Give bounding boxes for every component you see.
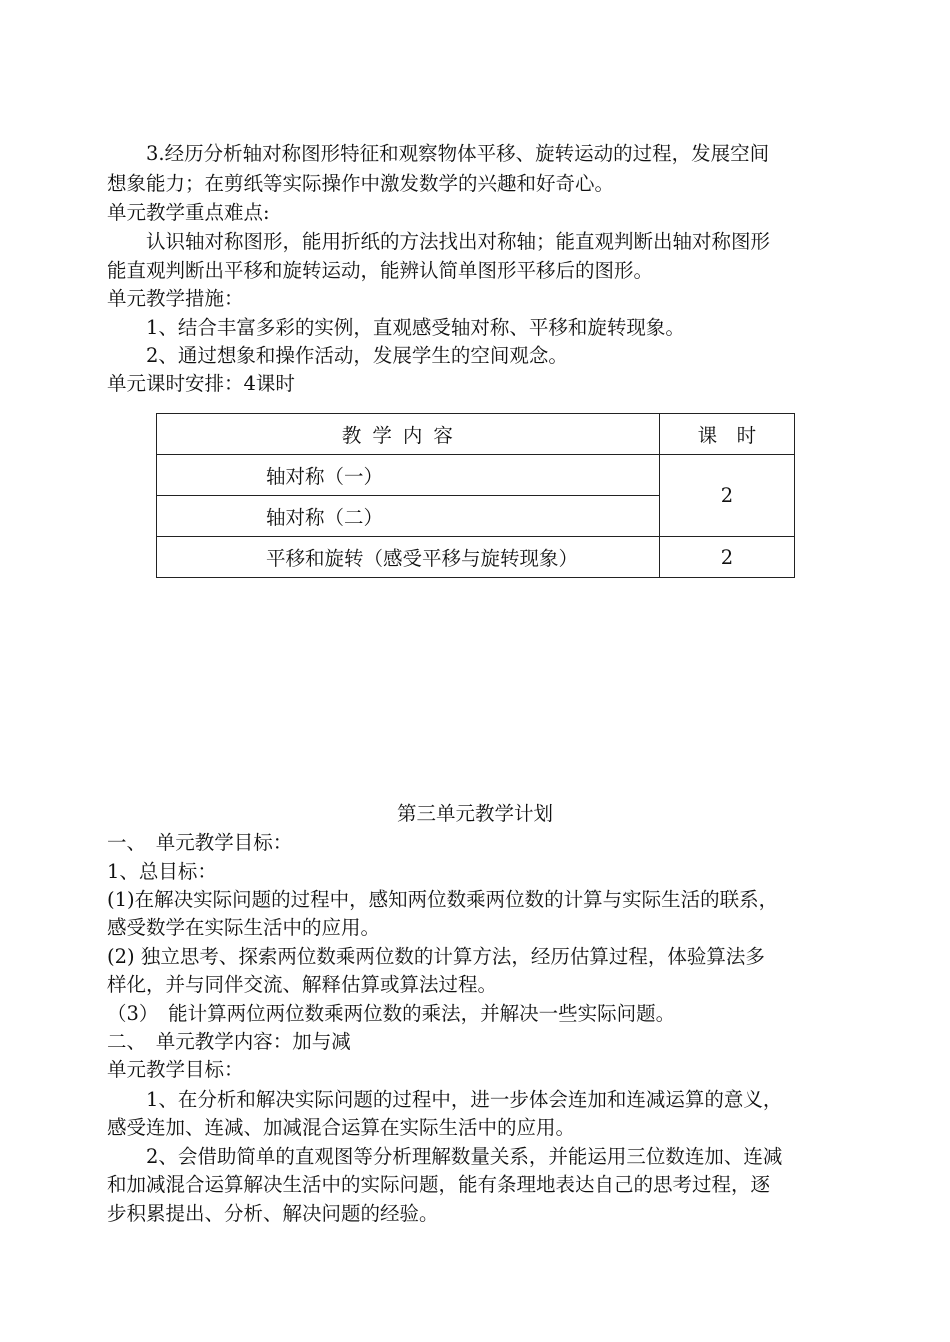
row-content: 轴对称（一） [157, 455, 660, 496]
goal2-line2: 样化，并与同伴交流、解释估算或算法过程。 [107, 973, 498, 996]
section2-heading: 二、 单元教学内容：加与减 [107, 1030, 351, 1053]
table-row [157, 455, 795, 496]
unit-goal1-line1: 1、在分析和解决实际问题的过程中，进一步体会连加和连减运算的意义， [146, 1088, 783, 1111]
table-header-row [157, 414, 795, 455]
goal1-line1: (1)在解决实际问题的过程中，感知两位数乘两位数的计算与实际生活的联系， [107, 888, 779, 911]
section1-heading: 一、 单元教学目标： [107, 831, 293, 854]
goal3-line1: 3.经历分析轴对称图形特征和观察物体平移、旋转运动的过程，发展空间 [146, 142, 770, 165]
measures-heading: 单元教学措施： [107, 287, 244, 310]
unit-goal1-line2: 感受连加、连减、加减混合运算在实际生活中的应用。 [107, 1116, 576, 1139]
goal2-line1: (2) 独立思考、探索两位数乘两位数的计算方法，经历估算过程，体验算法多 [107, 945, 765, 968]
goal3-line2: 想象能力；在剪纸等实际操作中激发数学的兴趣和好奇心。 [107, 172, 615, 195]
table-row [157, 537, 795, 578]
unit3-title: 第三单元教学计划 [396, 802, 553, 825]
row-content: 平移和旋转（感受平移与旋转现象） [157, 537, 660, 578]
row-hours-merged: 2 [659, 455, 794, 537]
unit-goal-heading: 单元教学目标： [107, 1058, 244, 1081]
unit-goal2-line2: 和加减混合运算解决生活中的实际问题，能有条理地表达自己的思考过程，逐 [107, 1173, 771, 1196]
goal3: （3） 能计算两位两位数乘两位数的乘法，并解决一些实际问题。 [107, 1002, 676, 1025]
key-points-line1: 认识轴对称图形，能用折纸的方法找出对称轴；能直观判断出轴对称图形 [146, 230, 771, 253]
measure-1: 1、结合丰富多彩的实例，直观感受轴对称、平移和旋转现象。 [146, 316, 685, 339]
lesson-schedule-table [156, 413, 795, 578]
unit-goal2-line3: 步积累提出、分析、解决问题的经验。 [107, 1202, 439, 1225]
key-points-line2: 能直观判断出平移和旋转运动，能辨认简单图形平移后的图形。 [107, 259, 654, 282]
row-hours: 2 [659, 537, 794, 578]
unit-goal2-line1: 2、会借助简单的直观图等分析理解数量关系，并能运用三位数连加、连减 [146, 1145, 783, 1168]
schedule-heading: 单元课时安排：4课时 [107, 372, 295, 395]
row-content: 轴对称（二） [157, 496, 660, 537]
key-points-heading: 单元教学重点难点: [107, 201, 270, 224]
goal1-line2: 感受数学在实际生活中的应用。 [107, 916, 381, 939]
header-teaching-content: 教学内容 [157, 414, 660, 455]
overall-goal-heading: 1、总目标： [107, 860, 217, 883]
measure-2: 2、通过想象和操作活动，发展学生的空间观念。 [146, 344, 568, 367]
header-class-hours: 课 时 [659, 414, 794, 455]
